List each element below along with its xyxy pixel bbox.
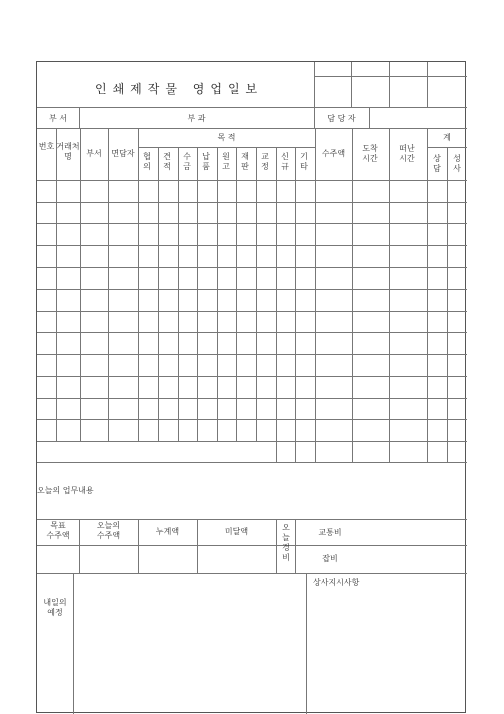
purpose-col-1: 견적 — [163, 152, 171, 171]
shortfall-label: 미달액 — [224, 527, 249, 536]
purpose-col-8: 기타 — [300, 152, 308, 171]
header-dept: 부서 — [86, 149, 102, 158]
header-total: 계 — [443, 133, 451, 142]
purpose-col-5: 재판 — [241, 152, 249, 171]
entry-rows[interactable] — [37, 180, 467, 441]
header-client: 거래처명 — [56, 142, 80, 161]
purpose-col-3: 납품 — [202, 152, 210, 171]
total-col-1: 성사 — [453, 154, 461, 173]
header-arrival: 도착시간 — [362, 144, 378, 163]
transport-label: 교통비 — [318, 528, 342, 537]
supervisor-instructions-area[interactable] — [306, 590, 467, 714]
tomorrow-plan-area[interactable] — [73, 573, 306, 714]
approval-box[interactable] — [314, 76, 467, 107]
today-expense-label: 오늘경비 — [282, 523, 290, 562]
today-work-area[interactable] — [37, 462, 467, 519]
tomorrow-label: 내일의 예정 — [43, 598, 67, 617]
daily-sales-report-form — [36, 61, 466, 713]
summary-entry-area[interactable] — [37, 545, 276, 573]
purpose-col-7: 신규 — [281, 152, 289, 171]
expense-entry-area[interactable] — [367, 519, 467, 573]
header-number: 번호 — [38, 142, 55, 151]
today-work-label: 오늘의 업무내용 — [37, 486, 94, 495]
dept-label: 부 서 — [49, 114, 67, 123]
misc-label: 잡비 — [322, 554, 338, 563]
total-col-0: 상담 — [433, 154, 441, 173]
purpose-col-6: 교정 — [261, 152, 269, 171]
target-order-label: 목표 수주액 — [46, 521, 70, 540]
today-order-label: 오늘의 수주액 — [96, 521, 121, 540]
header-purpose: 목 적 — [217, 133, 236, 142]
manager-label: 담 당 자 — [327, 114, 356, 123]
form-title: 인쇄제작물 영업일보 — [95, 82, 264, 96]
header-contact: 면담자 — [111, 149, 135, 158]
purpose-col-0: 협의 — [143, 152, 151, 171]
purpose-col-2: 수금 — [183, 152, 191, 171]
cumulative-label: 누계액 — [155, 527, 180, 536]
header-departure: 떠난시간 — [399, 144, 415, 163]
supervisor-label: 상사지시사항 — [313, 578, 360, 587]
header-order-amount: 수주액 — [321, 149, 346, 158]
purpose-col-4: 원고 — [222, 152, 230, 171]
manager-field[interactable] — [369, 107, 467, 128]
section-label: 부 과 — [187, 114, 206, 123]
